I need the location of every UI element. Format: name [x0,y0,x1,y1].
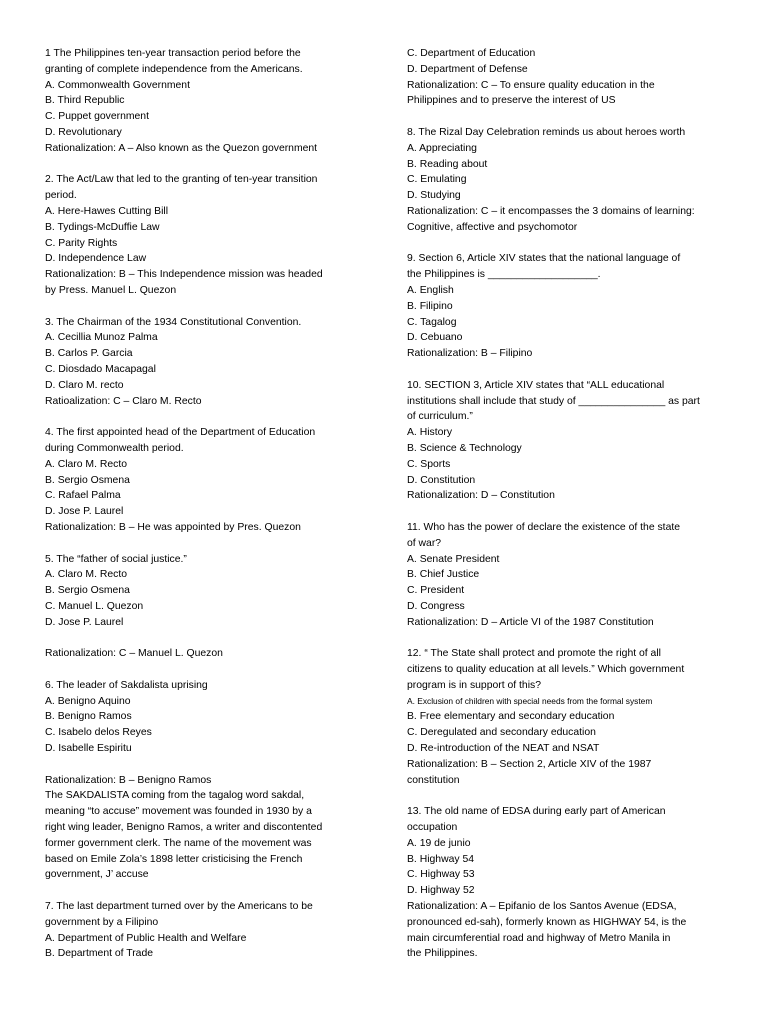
text-line: 11. Who has the power of declare the existence of the state [407,521,681,533]
text-line: Rationalization: B – He was appointed by Pres. Quezon [45,521,301,533]
text-line: program is in support of this? [407,679,541,691]
text-line: 5. The “father of social justice.” [45,553,187,565]
text-line: B. Third Republic [45,95,125,107]
text-line: granting of complete independence from the Americans. [45,63,303,75]
text-line: 1 The Philippines ten-year transaction period before the [45,48,301,59]
text-line: D. Jose P. Laurel [45,506,124,518]
text-line: A. Appreciating [407,142,477,154]
text-line: A. Benigno Aquino [45,695,131,707]
blank-line [45,757,363,773]
text-line: constitution [407,774,460,786]
text-line: Rationalization: C – Manuel L. Quezon [45,648,223,660]
text-line: Ratioalization: C – Claro M. Recto [45,395,202,407]
text-line: D. Cebuano [407,332,463,344]
right-column [407,46,727,962]
text-line: C. Isabelo delos Reyes [45,727,152,739]
text-line: Rationalization: B – Section 2, Article XIV of the 1987 [407,758,652,770]
text-line: Rationalization: B – Filipino [407,348,533,360]
text-line: A. Exclusion of children with special needs from the formal system [407,695,653,706]
blank-line [407,788,727,804]
text-line: C. Parity Rights [45,237,118,249]
text-line: A. Cecillia Munoz Palma [45,332,158,344]
text-line: A. Commonwealth Government [45,79,190,91]
blank-line [45,157,363,173]
text-line: government, J’ accuse [45,869,149,881]
text-line: 2. The Act/Law that led to the granting of ten-year transition [45,174,318,186]
text-line: B. Sergio Osmena [45,585,130,597]
text-line: B. Highway 54 [407,853,474,865]
text-line: B. Reading about [407,158,488,170]
text-line: during Commonwealth period. [45,442,184,454]
left-column [45,46,363,962]
text-line: Rationalization: D – Article VI of the 1987 Constitution [407,616,654,628]
text-line: 4. The first appointed head of the Department of Education [45,427,316,439]
text-line: A. History [407,427,453,439]
text-line: D. Claro M. recto [45,379,124,391]
text-line: C. Department of Education [407,48,536,59]
text-line: 9. Section 6, Article XIV states that the national language of [407,253,681,265]
text-line: C. Deregulated and secondary education [407,727,596,739]
text-line: D. Studying [407,190,461,202]
text-line: Cognitive, affective and psychomotor [407,221,578,233]
text-line: occupation [407,822,458,834]
text-line: right wing leader, Benigno Ramos, a writer and discontented [45,822,323,834]
text-line: B. Chief Justice [407,569,480,581]
text-line: D. Re-introduction of the NEAT and NSAT [407,743,600,755]
text-line: 13. The old name of EDSA during early part of American [407,806,666,818]
blank-line [407,236,727,252]
text-line: period. [45,190,77,202]
text-line: citizens to quality education at all levels.” Which government [407,664,685,676]
text-line: D. Revolutionary [45,126,122,138]
text-line: of curriculum.” [407,411,473,423]
text-line: B. Sergio Osmena [45,474,130,486]
text-line: Rationalization: A – Also known as the Quezon government [45,142,318,154]
text-line: A. Department of Public Health and Welfare [45,932,247,944]
text-line: 7. The last department turned over by the Americans to be [45,901,313,913]
text-line: of war? [407,537,442,549]
blank-line [407,630,727,646]
text-line: B. Free elementary and secondary education [407,711,615,723]
blank-line [407,109,727,125]
text-line: institutions shall include that study of _______________ as part [407,395,700,407]
text-line: C. President [407,585,465,597]
text-line: B. Tydings-McDuffie Law [45,221,160,233]
text-line: The SAKDALISTA coming from the tagalog word sakdal, [45,790,305,802]
text-line: Rationalization: C – it encompasses the 3 domains of learning: [407,205,695,217]
text-line: 3. The Chairman of the 1934 Constitutional Convention. [45,316,302,328]
text-line: B. Science & Technology [407,442,522,454]
text-line: Rationalization: A – Epifanio de los Santos Avenue (EDSA, [407,901,677,913]
text-line: B. Department of Trade [45,948,154,960]
blank-line [45,536,363,552]
text-line: Rationalization: B – This Independence mission was headed [45,269,323,281]
blank-line [45,883,363,899]
text-line: A. Claro M. Recto [45,458,127,470]
blank-line [407,362,727,378]
text-line: D. Highway 52 [407,885,475,897]
text-line: C. Diosdado Macapagal [45,363,156,375]
text-line: government by a Filipino [45,916,159,928]
text-line: C. Manuel L. Quezon [45,600,144,612]
text-line: 10. SECTION 3, Article XIV states that “ALL educational [407,379,665,391]
blank-line [45,630,363,646]
text-line: the Philippines. [407,948,478,960]
text-line: C. Rafael Palma [45,490,121,502]
text-line: D. Department of Defense [407,63,528,75]
text-line: 6. The leader of Sakdalista uprising [45,679,208,691]
text-line: D. Constitution [407,474,476,486]
text-line: D. Independence Law [45,253,147,265]
text-line: former government clerk. The name of the movement was [45,837,312,849]
text-line: C. Emulating [407,174,467,186]
text-line: A. English [407,284,454,296]
text-line: Rationalization: C – To ensure quality education in the [407,79,655,91]
text-line: Philippines and to preserve the interest of US [407,95,616,107]
text-line: C. Puppet government [45,111,149,123]
text-line: C. Highway 53 [407,869,475,881]
text-line: main circumferential road and highway of Metro Manila in [407,932,671,944]
text-line: B. Carlos P. Garcia [45,348,133,360]
text-line: B. Filipino [407,300,453,312]
text-line: pronounced ed-sah), formerly known as HIGHWAY 54, is the [407,916,687,928]
text-line: D. Congress [407,600,465,612]
text-line: B. Benigno Ramos [45,711,132,723]
text-line: D. Isabelle Espiritu [45,743,132,755]
text-line: C. Tagalog [407,316,457,328]
blank-line [45,299,363,315]
blank-line [45,662,363,678]
text-line: meaning “to accuse” movement was founded in 1930 by a [45,806,312,818]
text-line: Rationalization: D – Constitution [407,490,555,502]
text-line: based on Emile Zola’s 1898 letter cristicising the French [45,853,303,865]
text-line: by Press. Manuel L. Quezon [45,284,177,296]
text-line: 12. “ The State shall protect and promote the right of all [407,648,661,660]
text-line: A. Claro M. Recto [45,569,127,581]
blank-line [407,504,727,520]
text-line: D. Jose P. Laurel [45,616,124,628]
text-line: A. Senate President [407,553,500,565]
blank-line [45,409,363,425]
text-line: A. Here-Hawes Cutting Bill [45,205,168,217]
text-line: Rationalization: B – Benigno Ramos [45,774,212,786]
text-line: C. Sports [407,458,451,470]
text-line: the Philippines is ___________________. [407,269,601,281]
text-line: A. 19 de junio [407,837,471,849]
text-line: 8. The Rizal Day Celebration reminds us about heroes worth [407,126,686,138]
